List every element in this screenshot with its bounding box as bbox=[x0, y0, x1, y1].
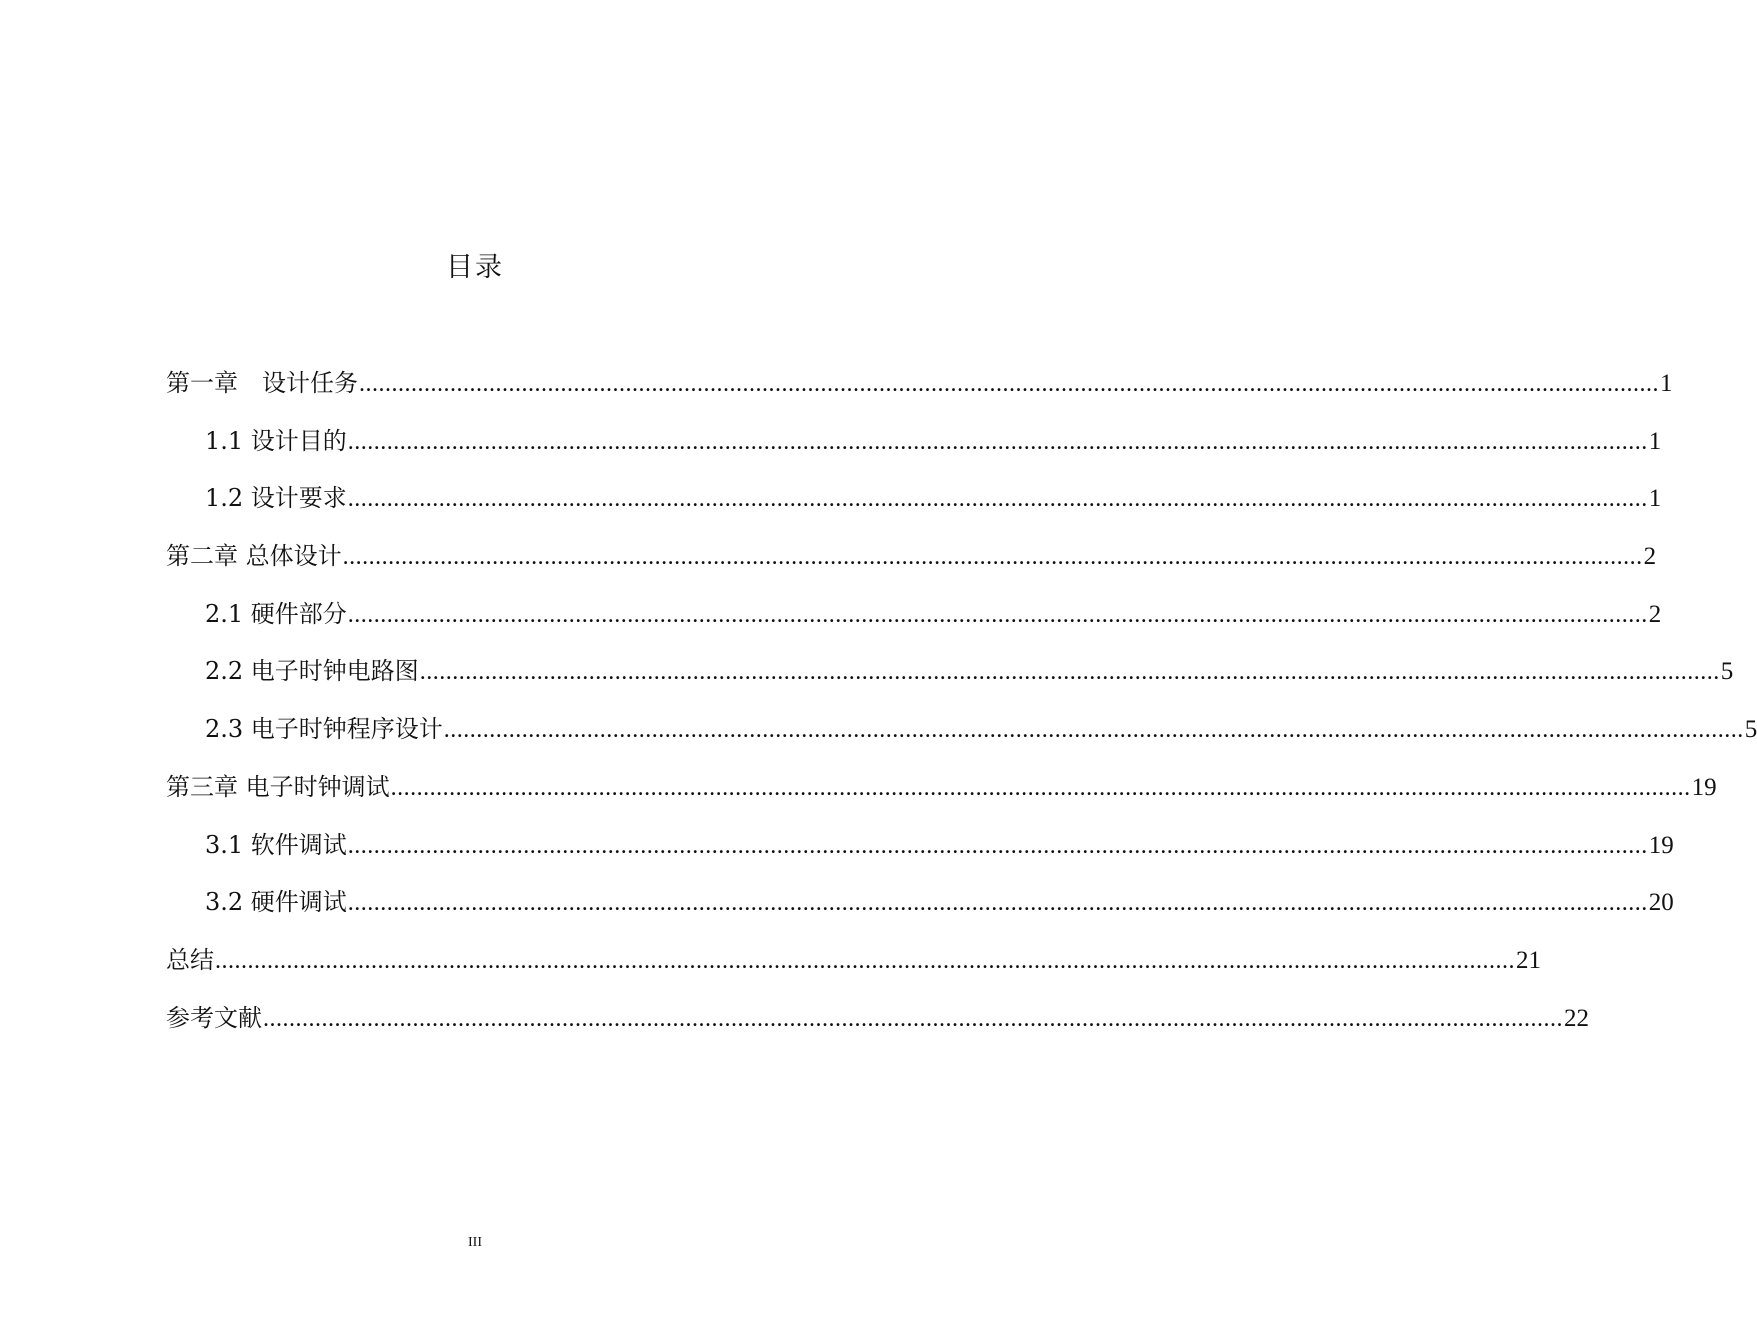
toc-leader-dots: ........................................................................................................................................................................................................ bbox=[215, 947, 1515, 974]
toc-entry bbox=[166, 880, 1674, 938]
toc-entry-text: 1.2 设计要求 bbox=[205, 484, 347, 513]
toc-entry-text: 2.3 电子时钟程序设计 bbox=[205, 715, 443, 744]
toc-entry bbox=[166, 592, 1662, 650]
toc-entry-page: 1 bbox=[1648, 485, 1662, 513]
toc-entry-text: 1.1 设计目的 bbox=[205, 426, 347, 455]
toc-entry-page: 5 bbox=[1744, 716, 1757, 744]
toc-entry-text: 第二章 总体设计 bbox=[166, 542, 342, 571]
toc-leader-dots: ........................................................................................................................................................................................................ bbox=[342, 544, 1643, 571]
toc-entry bbox=[166, 765, 1717, 823]
toc-leader-dots: ........................................................................................................................................................................................................ bbox=[390, 774, 1691, 801]
toc-entry bbox=[166, 938, 1541, 996]
toc-entry-page: 19 bbox=[1648, 831, 1674, 859]
toc-entry bbox=[166, 707, 1757, 765]
toc-entry-text: 第一章 设计任务 bbox=[166, 369, 358, 397]
toc-leader-dots: ........................................................................................................................................................................................................ bbox=[443, 717, 1744, 744]
toc-entry bbox=[166, 996, 1589, 1054]
toc-leader-dots: ........................................................................................................................................................................................................ bbox=[347, 486, 1648, 513]
toc-leader-dots: ........................................................................................................................................................................................................ bbox=[347, 890, 1648, 917]
toc-leader-dots: ........................................................................................................................................................................................................ bbox=[419, 659, 1720, 686]
toc-entry-text: 参考文献 bbox=[166, 1003, 262, 1032]
toc-entry-page: 5 bbox=[1720, 658, 1734, 686]
toc-entry-page: 2 bbox=[1643, 543, 1657, 571]
toc-entry bbox=[166, 649, 1734, 707]
toc-entry-text: 3.2 硬件调试 bbox=[205, 888, 347, 917]
toc-entry-text: 总结 bbox=[166, 945, 214, 974]
toc-entry-page: 22 bbox=[1564, 1004, 1589, 1032]
toc-entry-page: 19 bbox=[1691, 773, 1717, 801]
toc-entry-text: 第三章 电子时钟调试 bbox=[166, 772, 390, 801]
toc-entry-text: 2.1 硬件部分 bbox=[205, 599, 347, 628]
toc-leader-dots: ........................................................................................................................................................................................................ bbox=[347, 428, 1648, 455]
toc-entry bbox=[166, 361, 1673, 419]
toc-entry bbox=[166, 823, 1674, 881]
toc-entry bbox=[166, 419, 1662, 477]
page-number: III bbox=[468, 1235, 482, 1250]
toc-entry-page: 1 bbox=[1648, 427, 1662, 455]
toc-entry-page: 21 bbox=[1516, 946, 1541, 974]
toc-entry-page: 20 bbox=[1648, 889, 1674, 917]
toc-entry bbox=[166, 476, 1662, 534]
table-of-contents bbox=[166, 361, 1757, 1053]
toc-leader-dots: ........................................................................................................................................................................................................ bbox=[347, 601, 1648, 628]
toc-entry-text: 2.2 电子时钟电路图 bbox=[205, 657, 419, 686]
toc-leader-dots: ........................................................................................................................................................................................................ bbox=[359, 371, 1659, 397]
toc-entry bbox=[166, 534, 1657, 592]
toc-entry-page: 2 bbox=[1648, 600, 1662, 628]
toc-title: 目录 bbox=[446, 252, 504, 283]
toc-entry-page: 1 bbox=[1660, 370, 1673, 397]
toc-leader-dots: ........................................................................................................................................................................................................ bbox=[347, 832, 1648, 859]
toc-leader-dots: ........................................................................................................................................................................................................ bbox=[263, 1005, 1563, 1032]
toc-entry-text: 3.1 软件调试 bbox=[205, 830, 347, 859]
